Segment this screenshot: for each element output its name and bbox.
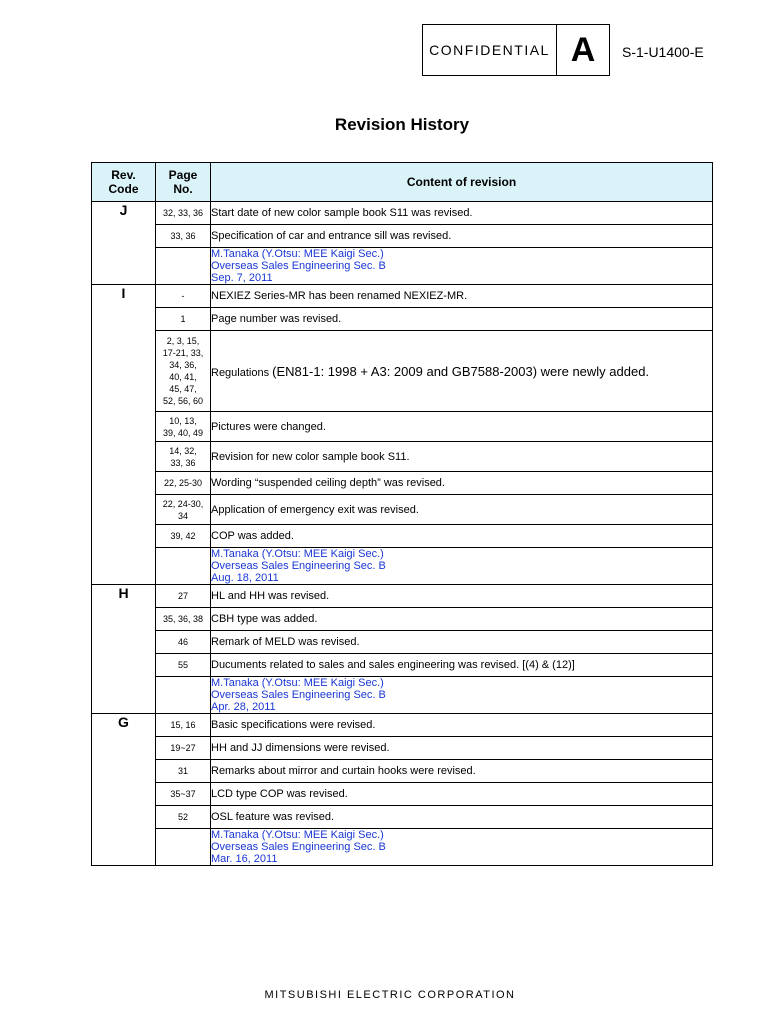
page-no-line: 40, 41, [169, 372, 197, 382]
page-no-line: 33, 36 [170, 457, 196, 468]
table-row [92, 525, 713, 548]
revision-content: Basic specifications were revised. [211, 714, 713, 737]
table-row [92, 202, 713, 225]
page-no: 33, 36 [156, 225, 211, 248]
page-no: 1 [156, 308, 211, 331]
table-row [92, 412, 713, 442]
rev-code-h: H [92, 585, 156, 714]
author-section: Overseas Sales Engineering Sec. B [211, 841, 386, 853]
table-row [92, 331, 713, 412]
page-no-line: 39, 40, 49 [162, 427, 204, 438]
revision-content-main: (EN81-1: 1998 + A3: 2009 and GB7588-2003) were newly added. [272, 363, 650, 379]
page-no-line: 2, 3, 15, [166, 336, 200, 346]
classification-letter: A [570, 30, 596, 69]
rev-code-i: I [92, 285, 156, 585]
page-no-line: 10, 13, [169, 415, 197, 426]
column-header-rev-line1: Rev. [111, 168, 136, 182]
table-row [92, 495, 713, 525]
author-section: Overseas Sales Engineering Sec. B [211, 689, 386, 701]
author-row [92, 548, 713, 585]
revision-content: Pictures were changed. [211, 412, 713, 442]
table-row [92, 442, 713, 472]
page-no: 52 [156, 806, 211, 829]
revision-content: NEXIEZ Series-MR has been renamed NEXIEZ-MR. [211, 285, 713, 308]
table-row [92, 608, 713, 631]
page-no-line: 34, 36, [169, 360, 197, 370]
table-row [92, 285, 713, 308]
document-number: S-1-U1400-E [622, 44, 704, 60]
table-row [92, 806, 713, 829]
author-info [211, 248, 713, 285]
page-no [156, 495, 211, 525]
author-name: M.Tanaka (Y.Otsu: MEE Kaigi Sec.) [211, 548, 384, 560]
page-no [156, 412, 211, 442]
revision-content: Revision for new color sample book S11. [211, 442, 713, 472]
rev-code-g: G [92, 714, 156, 866]
page-no: 35~37 [156, 783, 211, 806]
revision-content: LCD type COP was revised. [211, 783, 713, 806]
author-name: M.Tanaka (Y.Otsu: MEE Kaigi Sec.) [211, 829, 384, 841]
revision-content: Remark of MELD was revised. [211, 631, 713, 654]
table-row [92, 737, 713, 760]
page-no: 31 [156, 760, 211, 783]
table-row [92, 654, 713, 677]
page-title: Revision History [334, 115, 470, 134]
page-no: 32, 33, 36 [156, 202, 211, 225]
table-row [92, 714, 713, 737]
revision-content: Wording “suspended ceiling depth” was revised. [211, 472, 713, 495]
revision-content [211, 331, 713, 412]
revision-date: Apr. 28, 2011 [211, 701, 276, 713]
revision-content: Start date of new color sample book S11 was revised. [211, 202, 713, 225]
author-info [211, 548, 713, 585]
page-no-line: 52, 56, 60 [162, 396, 204, 406]
revision-content: COP was added. [211, 525, 713, 548]
revision-content: HL and HH was revised. [211, 585, 713, 608]
table-row [92, 472, 713, 495]
page-no-line: 34 [177, 510, 188, 521]
author-row [92, 677, 713, 714]
confidential-box [422, 24, 610, 76]
table-row [92, 760, 713, 783]
page-no: 27 [156, 585, 211, 608]
column-header-content: Content of revision [211, 163, 713, 202]
revision-date: Sep. 7, 2011 [211, 272, 273, 284]
column-header-page-line2: No. [173, 182, 193, 196]
revision-content: OSL feature was revised. [211, 806, 713, 829]
page-no: 35, 36, 38 [156, 608, 211, 631]
author-row [92, 829, 713, 866]
page-no-line: 17-21, 33, [162, 348, 204, 358]
column-header-rev-code [92, 163, 156, 202]
revision-date: Mar. 16, 2011 [211, 853, 278, 865]
revision-content: Specification of car and entrance sill was revised. [211, 225, 713, 248]
revision-content: Application of emergency exit was revised. [211, 495, 713, 525]
page-no: 46 [156, 631, 211, 654]
page-no: 39, 42 [156, 525, 211, 548]
confidential-label: CONFIDENTIAL [423, 25, 557, 75]
author-info [211, 677, 713, 714]
column-header-page-no [156, 163, 211, 202]
table-row [92, 631, 713, 654]
table-header-row [92, 163, 713, 202]
page-no: 15, 16 [156, 714, 211, 737]
page-no-line: 22, 24-30, [162, 498, 204, 509]
page-no: - [156, 285, 211, 308]
author-section: Overseas Sales Engineering Sec. B [211, 560, 386, 572]
revision-table [91, 162, 713, 866]
column-header-page-line1: Page [168, 168, 198, 182]
revision-content: CBH type was added. [211, 608, 713, 631]
page-no: 19~27 [156, 737, 211, 760]
table-row [92, 225, 713, 248]
author-name: M.Tanaka (Y.Otsu: MEE Kaigi Sec.) [211, 677, 384, 689]
revision-content-prefix: Regulations [211, 366, 273, 379]
table-row [92, 783, 713, 806]
revision-content: Remarks about mirror and curtain hooks were revised. [211, 760, 713, 783]
column-header-rev-line2: Code [108, 182, 139, 196]
author-name: M.Tanaka (Y.Otsu: MEE Kaigi Sec.) [211, 248, 384, 260]
revision-content: Page number was revised. [211, 308, 713, 331]
page-no: 55 [156, 654, 211, 677]
page-no: 22, 25-30 [156, 472, 211, 495]
page-no-line: 45, 47, [169, 384, 197, 394]
author-info [211, 829, 713, 866]
revision-content: Ducuments related to sales and sales engineering was revised. [(4) & (12)] [211, 654, 713, 677]
page-no [156, 442, 211, 472]
company-footer: MITSUBISHI ELECTRIC CORPORATION [264, 989, 516, 1001]
table-row [92, 308, 713, 331]
author-section: Overseas Sales Engineering Sec. B [211, 260, 386, 272]
page-no [156, 331, 211, 412]
revision-date: Aug. 18, 2011 [211, 572, 279, 584]
revision-content: HH and JJ dimensions were revised. [211, 737, 713, 760]
table-row [92, 585, 713, 608]
rev-code-j: J [92, 202, 156, 285]
author-row [92, 248, 713, 285]
page-no-line: 14, 32, [169, 445, 197, 456]
